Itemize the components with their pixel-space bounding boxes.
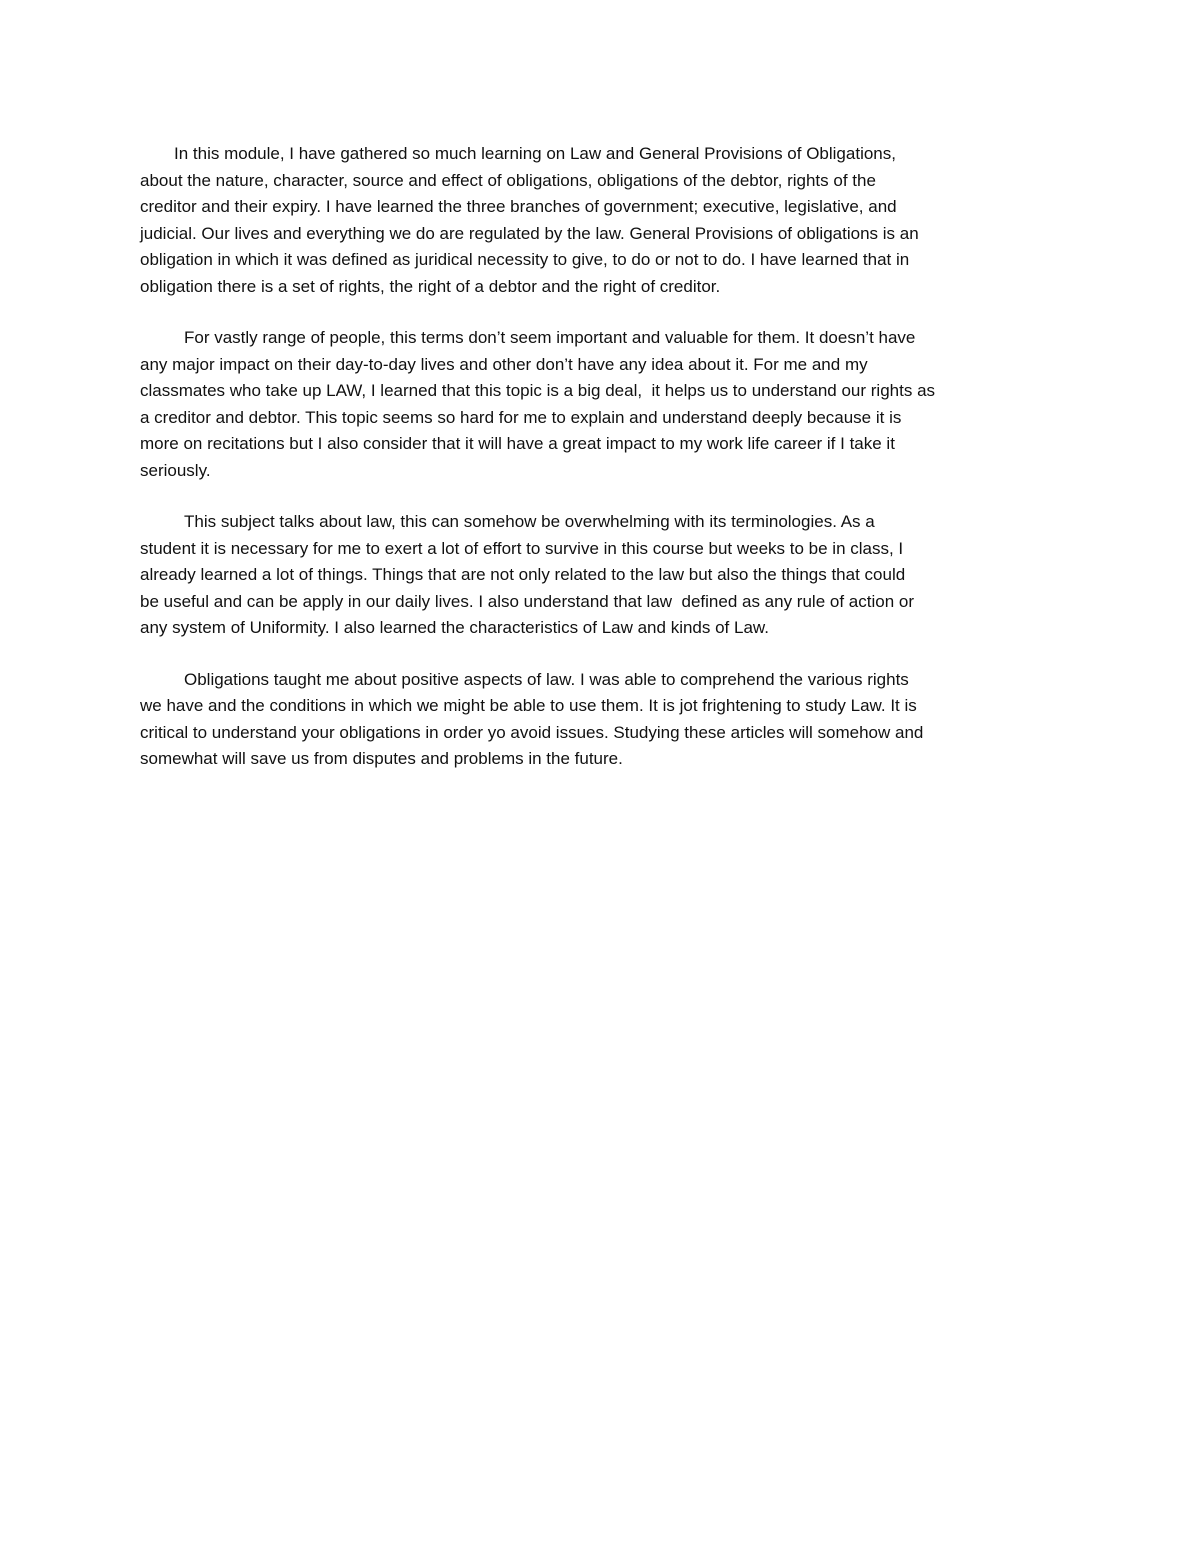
text-line: any major impact on their day-to-day lives and other don’t have any idea about it. For me and my: [140, 354, 868, 374]
text-line: about the nature, character, source and effect of obligations, obligations of the debtor, rights of the: [140, 170, 876, 190]
paragraph-4: [140, 667, 1070, 773]
document-body: [140, 141, 1070, 798]
text-line: a creditor and debtor. This topic seems so hard for me to explain and understand deeply because it is: [140, 407, 902, 427]
text-line: already learned a lot of things. Things that are not only related to the law but also the things that could: [140, 565, 906, 584]
text-line: obligation in which it was defined as juridical necessity to give, to do or not to do. I have learned that in: [140, 250, 910, 269]
text-line: classmates who take up LAW, I learned that this topic is a big deal, it helps us to understand our rights as: [140, 381, 936, 400]
text-line: more on recitations but I also consider that it will have a great impact to my work life career if I take it: [140, 434, 895, 453]
text-line: somewhat will save us from disputes and problems in the future.: [140, 749, 623, 768]
paragraph-3: [140, 509, 1070, 642]
text-line: In this module, I have gathered so much learning on Law and General Provisions of Obligations,: [174, 144, 896, 163]
text-line: student it is necessary for me to exert a lot of effort to survive in this course but weeks to be in class, I: [140, 538, 904, 558]
text-line: Obligations taught me about positive aspects of law. I was able to comprehend the various rights: [184, 669, 909, 689]
text-line: This subject talks about law, this can somehow be overwhelming with its terminologies. As a: [184, 512, 875, 531]
text-line: obligation there is a set of rights, the right of a debtor and the right of creditor.: [140, 276, 721, 296]
text-line: be useful and can be apply in our daily lives. I also understand that law defined as any rule of action or: [140, 591, 914, 611]
text-line: we have and the conditions in which we might be able to use them. It is jot frightening to study Law. It is: [140, 696, 917, 715]
paragraph-1: [140, 141, 1070, 300]
text-line: critical to understand your obligations in order yo avoid issues. Studying these articles will somehow and: [140, 722, 924, 742]
text-line: creditor and their expiry. I have learned the three branches of government; executive, legislative, and: [140, 197, 897, 216]
text-line: any system of Uniformity. I also learned the characteristics of Law and kinds of Law.: [140, 618, 769, 637]
paragraph-2: [140, 325, 1070, 484]
text-line: seriously.: [140, 460, 211, 480]
text-line: For vastly range of people, this terms don’t seem important and valuable for them. It doesn’t have: [184, 328, 916, 347]
text-line: judicial. Our lives and everything we do are regulated by the law. General Provisions of obligations is an: [140, 223, 919, 243]
